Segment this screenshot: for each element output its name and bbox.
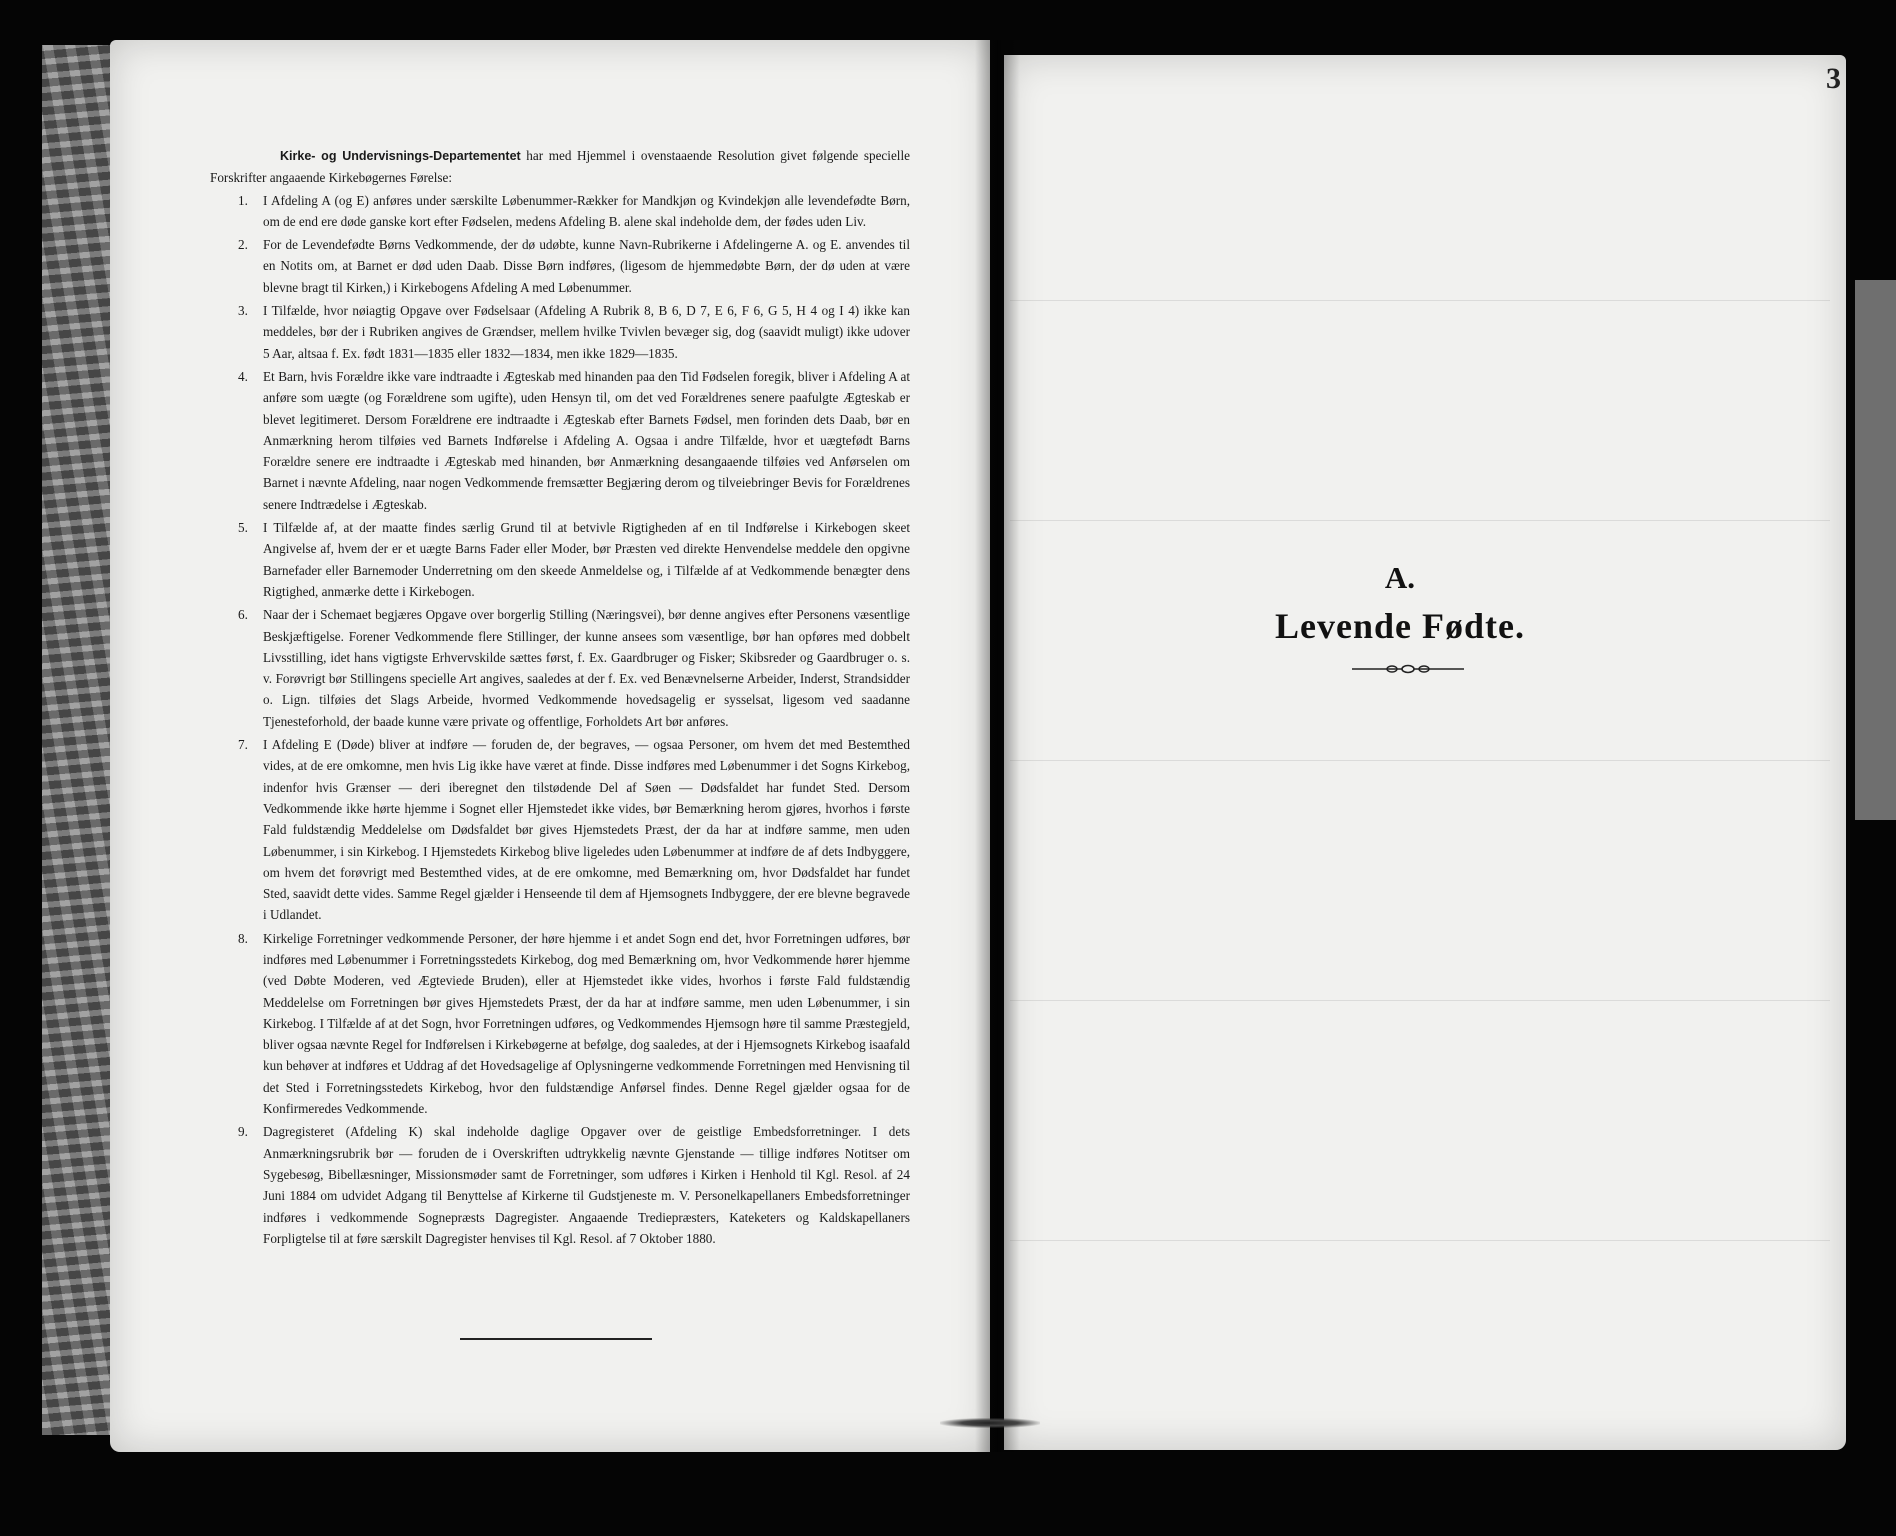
bleed-through-line xyxy=(1010,1240,1830,1241)
section-letter: A. xyxy=(1384,560,1416,595)
item-number: 2. xyxy=(238,237,248,253)
regulation-item xyxy=(210,604,910,732)
item-number: 6. xyxy=(238,607,248,623)
regulation-item xyxy=(210,190,910,233)
item-number: 3. xyxy=(238,303,248,319)
item-text: Kirkelige Forretninger vedkommende Personer, der høre hjemme i et andet Sogn end det, hvor Forretningen udføres, bør indføres med Løbenummer i Forretningsstedets Kirkebog, dog med Bemærkning om, hvor Vedkommende hører hjemme (ved Døbte Moderen, ved Ægteviede Bruden), eller at Hjemstedet ikke vides, hvorhos i første Fald fuldstændig Meddelelse om Forretningen bør gives Hjemstedets Præst, der da har at indføre samme, men uden Løbenummer, i sin Kirkebog. I Tilfælde af at det Sogn, hvor Forretningen udføres, og Vedkommendes Hjemsogn høre til samme Præstegjeld, bliver ogsaa nævnte Regel for Indførelsen i Kirkebøgerne at befølge, dog saaledes, at der i Hjemsognets Kirkebog isaafald kun behøver at indføres et Uddrag af det Hovedsagelige af Oplysningerne vedkommende Forretningen med Henvisning til det Sted i Forretningsstedets Kirkebog, hvor den fuldstændige Anførsel findes. Denne Regel gjælder ogsaa for de Konfirmeredes Vedkommende. xyxy=(263,930,910,1117)
closing-rule xyxy=(460,1338,652,1340)
bleed-through-line xyxy=(1010,760,1830,761)
item-number: 1. xyxy=(238,192,248,208)
item-number: 7. xyxy=(238,737,248,753)
item-text: For de Levendefødte Børns Vedkommende, der dø udøbte, kunne Navn-Rubrikerne i Afdelingerne A. og E. anvendes til en Notits om, at Barnet er død uden Daab. Disse Børn indføres, (ligesom de hjemmedøbte Børn, der dø uden at være blevne bragt til Kirken,) i Kirkebogens Afdeling A med Løbenummer. xyxy=(263,237,910,295)
item-text: I Tilfælde, hvor nøiagtig Opgave over Fødselsaar (Afdeling A Rubrik 8, B 6, D 7, E 6, F 6, G 5, H 4 og I 4) ikke kan meddeles, bør der i Rubriken angives de Grændser, mellem hvilke Tvivlen bevæger sig, dog (saavidt muligt) ikke udover 5 Aar, altsaa f. Ex. født 1831—1835 eller 1832—1834, men ikke 1829—1835. xyxy=(263,303,910,361)
regulation-item xyxy=(210,928,910,1120)
regulation-item xyxy=(210,1121,910,1249)
item-text: I Afdeling A (og E) anføres under særskilte Løbenummer-Rækker for Mandkjøn og Kvindekjøn alle levendefødte Børn, om de end ere døde ganske kort efter Fødselen, medens Afdeling B. alene skal indeholde dem, der fødes uden Liv. xyxy=(263,192,910,229)
department-heading: Kirke- og Undervisnings-Departementet xyxy=(280,149,521,163)
item-text: Naar der i Schemaet begjæres Opgave over borgerlig Stilling (Næringsvei), bør denne angives efter Personens væsentlige Beskjæftigelse. Forener Vedkommende flere Stillinger, der kunne ansees som væsentlige, bør han opføres med dobbelt Livsstilling, idet hans vigtigste Erhvervskilde sættes først, f. Ex. Gaardbruger og Fisker; Skibsreder og Gaardbruger o. s. v. Forøvrigt bør Stillingens specielle Art angives, saaledes at der f. Ex. ved Benævnelserne Arbeider, Inderst, Strandsidder o. Lign. tilføies det Slags Arbeide, hvormed Vedkommende hovedsagelig er sysselsat, ligesom ved saadanne Tjenesteforhold, der baade kunne være private og offentlige, Forholdets Art bør anføres. xyxy=(263,607,910,729)
ink-smudge xyxy=(940,1418,1040,1428)
page-edge-tab xyxy=(1855,280,1896,820)
item-number: 5. xyxy=(238,520,248,536)
regulations-text xyxy=(210,145,910,1251)
item-number: 8. xyxy=(238,930,248,946)
item-text: I Afdeling E (Døde) bliver at indføre — foruden de, der begraves, — ogsaa Personer, om hvem det med Bestemthed vides, at de ere omkomne, men hvis Lig ikke have været at finde. Disse indføres med Løbenummer i det Sogns Kirkebog, indenfor hvis Grænser — deri iberegnet den tilstødende Del af Søen — Dødsfaldet har fundet Sted. Dersom Vedkommende ikke hørte hjemme i Sognet eller Hjemstedet ikke vides, bør Bemærkning herom gjøres, hvorhos i første Fald fuldstændig Meddelelse om Dødsfaldet bør gives Hjemstedets Præst, der da har at indføre samme, men uden Løbenummer, i sin Kirkebog. I Hjemstedets Kirkebog blive ligeledes uden Løbenummer at indføre de af dets Indbyggere, om hvem det forøvrigt med Bestemthed vides, at de ere omkomne, med Bemærkning om, hvor Dødsfaldet har fundet Sted, saavidt dette vides. Samme Regel gjælder i Henseende til dem af Hjemsognets Indbyggere, der ere blevne begravede i Udlandet. xyxy=(263,737,910,923)
ornament-divider xyxy=(1352,662,1464,676)
regulation-item xyxy=(210,234,910,298)
page-number: 3 xyxy=(1826,62,1841,95)
intro-paragraph xyxy=(210,145,910,189)
item-text: Et Barn, hvis Forældre ikke vare indtraadte i Ægteskab med hinanden paa den Tid Fødselen foregik, bliver i Afdeling A at anføre som uægte (og Forældrene som ugifte), uden Hensyn til, om det ved Forældrenes senere paafulgte Ægteskab er blevet legitimeret. Dersom Forældrene ere indtraadte i Ægteskab efter Barnets Fødsel, men forinden dets Daab, bør en Anmærkning herom tilføies ved Barnets Indførelse i Afdeling A. Ogsaa i andre Tilfælde, hvor et uægtefødt Barns Forældre senere ere indtraadte i Ægteskab med hinanden, bør Anmærkning desangaaende tilføies ved Anførselen om Barnet i nævnte Afdeling, naar nogen Vedkommende fremsætter Begjæring derom og tilveiebringer Bevis for Forældrenes senere Indtrædelse i Ægteskab. xyxy=(263,368,910,512)
bleed-through-line xyxy=(1010,520,1830,521)
regulation-item xyxy=(210,734,910,926)
intro-text: har med Hjemmel i ovenstaaende Resolution givet følgende specielle Forskrifter angaaende Kirkebøgernes Førelse: xyxy=(210,148,910,186)
regulation-item xyxy=(210,517,910,602)
book-binding xyxy=(42,45,112,1435)
section-title: Levende Fødte. xyxy=(1275,606,1525,646)
bleed-through-line xyxy=(1010,300,1830,301)
item-text: I Tilfælde af, at der maatte findes særlig Grund til at betvivle Rigtigheden af en til Indførelse i Kirkebogen skeet Angivelse af, hvem der er et uægte Barns Fader eller Moder, bør Præsten ved direkte Henvendelse meddele den opgivne Barnefader eller Barnemoder Underretning om den skeede Anmeldelse og, i Tilfælde af at Vedkommende benægter dens Rigtighed, anmærke dette i Kirkebogen. xyxy=(263,520,910,599)
item-number: 4. xyxy=(238,368,248,384)
bleed-through-line xyxy=(1010,1000,1830,1001)
item-text: Dagregisteret (Afdeling K) skal indeholde daglige Opgaver over de geistlige Embedsforretninger. I dets Anmærkningsrubrik bør — foruden de i Overskriften udtrykkelig nævnte Gjenstande — tillige indføres Notitser om Sygebesøg, Bibellæsninger, Missionsmøder samt de Forretninger, som udføres i Kirken i Henhold til Kgl. Resol. af 24 Juni 1884 om udvidet Adgang til Benyttelse af Kirkerne til Gudstjeneste m. V. Personelkapellaners Embedsforretninger indføres i vedkommende Sognepræsts Dagregister. Angaaende Trediepræsters, Kateketers og Kaldskapellaners Forpligtelse til at føre særskilt Dagregister henvises til Kgl. Resol. af 7 Oktober 1880. xyxy=(263,1124,910,1246)
regulation-item xyxy=(210,300,910,364)
item-number: 9. xyxy=(238,1124,248,1140)
regulation-item xyxy=(210,366,910,515)
